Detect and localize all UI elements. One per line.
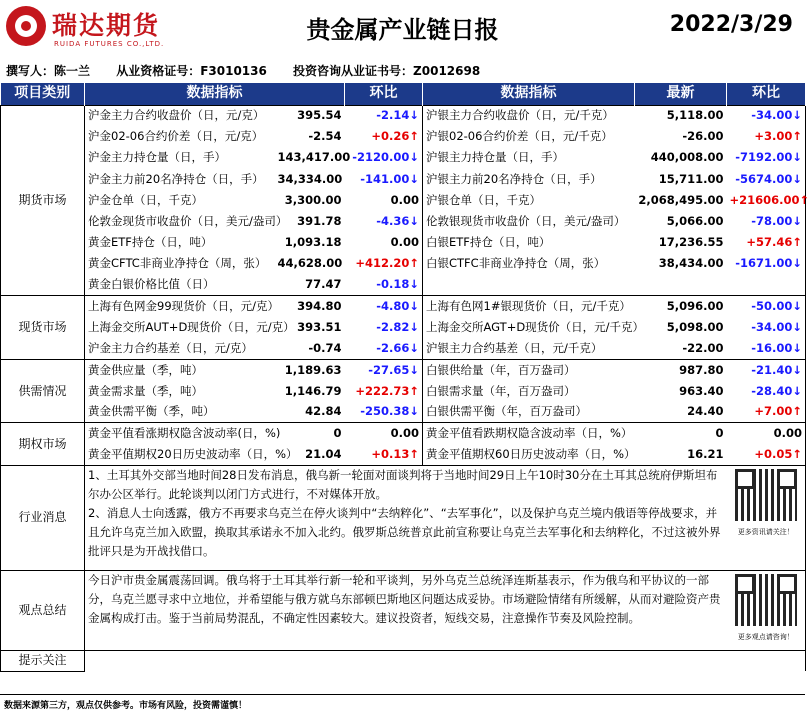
industry-news-text: 1、土耳其外交部当地时间28日发布消息，俄乌新一轮面对面谈判将于当地时间29日上午10时30分在土耳其总统府伊斯坦布尔办公区举行。此轮谈判以闭门方式进行，不对媒体开放。 2、消息人士向透露，俄方不再要求乌克兰在停火谈判中“去纳粹化”、“去军事化”，以及保护乌克兰境内俄语等停战要求，并且允许乌克兰加入欧盟，换取其承诺永不加入北约。俄罗斯总统普京此前宣称要让乌克兰去军事化和去纳粹化，不过这被外界批评只是为开战找借口。 xyxy=(85,465,727,570)
change-right: -5674.00↓ xyxy=(727,169,806,190)
change-right: +0.05↑ xyxy=(727,444,806,465)
indicator-left: 沪金主力合约收盘价（日，元/克） xyxy=(85,105,275,126)
value-left: -0.74 xyxy=(308,340,342,355)
value-right: 987.80 xyxy=(635,359,727,380)
table-row xyxy=(1,444,806,465)
col-change: 环比 xyxy=(345,83,423,105)
tips-label: 提示关注 xyxy=(1,650,85,671)
indicator-left: 沪金主力前20名净持仓（日，手） xyxy=(85,169,275,190)
value-left: 21.04 xyxy=(305,446,342,461)
change-left: -250.38↓ xyxy=(345,402,423,423)
tips-row xyxy=(1,650,806,671)
tips-qr-cell xyxy=(727,650,806,671)
value-left: 0 xyxy=(275,423,345,444)
indicator-right: 沪银主力持仓量（日，手） xyxy=(423,147,635,168)
table-row xyxy=(1,275,806,296)
tips-text xyxy=(85,650,727,671)
change-right: -78.00↓ xyxy=(727,211,806,232)
value-right: 5,118.00 xyxy=(635,105,727,126)
table-row xyxy=(1,380,806,401)
indicator-left: 沪金主力持仓量（日，手） xyxy=(85,147,275,168)
col-indicator: 数据指标 xyxy=(85,83,345,105)
qr-code-icon xyxy=(735,469,797,521)
change-left: -2120.00↓ xyxy=(345,147,423,168)
value-left: 391.78 xyxy=(297,214,342,229)
table-body xyxy=(1,105,809,671)
indicator-left: 黄金CFTC非商业净持仓（周，张） xyxy=(85,253,275,274)
author-line xyxy=(6,62,502,79)
change-left: -4.80↓ xyxy=(345,296,423,317)
opinion-summary-text: 今日沪市贵金属震荡回调。俄乌将于土耳其举行新一轮和平谈判，另外乌克兰总统泽连斯基表示，作为俄乌和平协议的一部分，乌克兰愿寻求中立地位，并希望能与俄方就乌东部顿巴斯地区问题达成妥协。市场避险情绪有所缓解，从而对避险资产贵金属构成打击。鉴于当前局势混乱，不确定性因素较大。建议投资者，短线交易，注意操作节奏及风险控制。 xyxy=(85,570,727,650)
category-cell: 期货市场 xyxy=(1,105,85,296)
value-left: 42.84 xyxy=(305,404,342,419)
category-cell: 期权市场 xyxy=(1,423,85,465)
report-header xyxy=(0,0,805,60)
value-right: 5,066.00 xyxy=(666,214,724,229)
change-right: -1671.00↓ xyxy=(727,253,806,274)
indicator-right: 白银供需平衡（年，百万盎司） xyxy=(423,402,635,423)
value-right: -26.00 xyxy=(682,129,724,144)
change-left: -141.00↓ xyxy=(345,169,423,190)
indicator-left: 沪金02-06合约价差（日，元/克） xyxy=(85,126,275,147)
indicator-left: 黄金供需平衡（季，吨） xyxy=(85,402,275,423)
opinion-summary-row xyxy=(1,570,806,650)
change-left: +222.73↑ xyxy=(345,380,423,401)
value-right: 0 xyxy=(635,423,727,444)
table-row xyxy=(1,105,806,126)
value-right xyxy=(635,275,727,296)
value-right: 963.40 xyxy=(679,383,724,398)
change-right: -21.40↓ xyxy=(727,359,806,380)
logo-cn-text: 瑞达期货 xyxy=(52,11,161,40)
logo-en-text: RUIDA FUTURES CO.,LTD. xyxy=(54,40,165,48)
category-cell: 现货市场 xyxy=(1,296,85,360)
table-row xyxy=(1,253,806,274)
change-left: 0.00 xyxy=(345,232,423,253)
table-row xyxy=(1,359,806,380)
indicator-left: 黄金平值看涨期权隐含波动率(日，%) xyxy=(85,423,275,444)
indicator-left: 黄金平值期权20日历史波动率（日，%） xyxy=(85,444,275,465)
change-left: +0.26↑ xyxy=(345,126,423,147)
value-right: 38,434.00 xyxy=(658,256,724,271)
value-left: 44,628.00 xyxy=(277,256,343,271)
indicator-left: 黄金供应量（季，吨） xyxy=(85,359,275,380)
footer-divider xyxy=(0,694,805,695)
change-left: 0.00 xyxy=(345,423,423,444)
indicator-left: 黄金需求量（季，吨） xyxy=(85,380,275,401)
value-left: 1,146.79 xyxy=(284,383,342,398)
indicator-left: 沪金仓单（日，千克） xyxy=(85,190,275,211)
table-row xyxy=(1,211,806,232)
value-left: -2.54 xyxy=(308,129,342,144)
change-left: +412.20↑ xyxy=(345,253,423,274)
indicator-right: 伦敦银现货市收盘价（日，美元/盎司） xyxy=(423,211,635,232)
qr-caption: 更多观点请咨询！ xyxy=(737,632,794,641)
value-right: 17,236.55 xyxy=(658,235,724,250)
change-left: +0.13↑ xyxy=(345,444,423,465)
change-right: -7192.00↓ xyxy=(727,147,806,168)
change-left: -0.18↓ xyxy=(345,275,423,296)
value-right: 5,096.00 xyxy=(635,296,727,317)
industry-news-qr-cell xyxy=(727,465,806,570)
indicator-left: 黄金ETF持仓（日，吨） xyxy=(85,232,275,253)
value-left: 1,093.18 xyxy=(284,235,342,250)
indicator-right: 沪银主力合约收盘价（日，元/千克） xyxy=(423,105,635,126)
data-table xyxy=(0,83,809,672)
value-right: 24.40 xyxy=(687,404,724,419)
value-right: 15,711.00 xyxy=(658,171,724,186)
indicator-right: 沪银02-06合约价差（日，元/千克） xyxy=(423,126,635,147)
report-date: 2022/3/29 xyxy=(669,12,793,37)
change-left: 0.00 xyxy=(345,190,423,211)
change-right xyxy=(727,275,806,296)
qr-code-icon xyxy=(735,574,797,626)
indicator-left: 上海金交所AUT+D现货价（日，元/克） xyxy=(85,317,275,338)
author-license: 从业资格证号：F3010136 xyxy=(116,64,267,78)
indicator-right: 上海有色网1#银现货价（日，元/千克） xyxy=(423,296,635,317)
indicator-right: 白银供给量（年，百万盎司） xyxy=(423,359,635,380)
table-row xyxy=(1,423,806,444)
value-left: 1,189.63 xyxy=(275,359,345,380)
change-right: -16.00↓ xyxy=(727,338,806,359)
table-row xyxy=(1,402,806,423)
change-right: +3.00↑ xyxy=(727,126,806,147)
change-right: +57.46↑ xyxy=(727,232,806,253)
change-right: -50.00↓ xyxy=(727,296,806,317)
change-left: -2.66↓ xyxy=(345,338,423,359)
change-right: +7.00↑ xyxy=(727,402,806,423)
table-row xyxy=(1,147,806,168)
change-right: -28.40↓ xyxy=(727,380,806,401)
col-change-right: 环比 xyxy=(727,83,806,105)
value-left: 3,300.00 xyxy=(284,192,342,207)
table-row xyxy=(1,126,806,147)
indicator-right: 白银ETF持仓（日，吨） xyxy=(423,232,635,253)
change-right: -34.00↓ xyxy=(727,105,806,126)
value-right: 16.21 xyxy=(687,446,724,461)
indicator-right: 黄金平值期权60日历史波动率（日，%） xyxy=(423,444,635,465)
value-left: 395.54 xyxy=(275,105,345,126)
value-right: 440,008.00 xyxy=(650,150,724,165)
value-left: 394.80 xyxy=(275,296,345,317)
table-row xyxy=(1,296,806,317)
indicator-right: 沪银主力合约基差（日，元/千克） xyxy=(423,338,635,359)
table-header-row xyxy=(1,83,806,105)
table-row xyxy=(1,338,806,359)
report-title: 贵金属产业链日报 xyxy=(306,16,499,44)
indicator-right: 白银CTFC非商业净持仓（周，张） xyxy=(423,253,635,274)
value-left: 34,334.00 xyxy=(277,171,343,186)
indicator-right: 沪银仓单（日，千克） xyxy=(423,190,635,211)
value-left: 393.51 xyxy=(297,319,342,334)
indicator-left: 黄金白银价格比值（日） xyxy=(85,275,275,296)
change-left: -27.65↓ xyxy=(345,359,423,380)
author-advisor-license: 投资咨询从业证书号：Z0012698 xyxy=(293,64,481,78)
value-right: -22.00 xyxy=(682,340,724,355)
change-left: -2.14↓ xyxy=(345,105,423,126)
value-left: 77.47 xyxy=(305,277,342,292)
indicator-right: 上海金交所AGT+D现货价（日，元/千克） xyxy=(423,317,635,338)
change-left: -4.36↓ xyxy=(345,211,423,232)
indicator-right: 沪银主力前20名净持仓（日，手） xyxy=(423,169,635,190)
table-row xyxy=(1,317,806,338)
indicator-right xyxy=(423,275,635,296)
indicator-right: 白银需求量（年，百万盎司） xyxy=(423,380,635,401)
col-latest: 最新 xyxy=(635,83,727,105)
value-right: 5,098.00 xyxy=(666,319,724,334)
indicator-right: 黄金平值看跌期权隐含波动率（日，%） xyxy=(423,423,635,444)
indicator-left: 上海有色网金99现货价（日，元/克） xyxy=(85,296,275,317)
col-indicator-right: 数据指标 xyxy=(423,83,635,105)
table-row xyxy=(1,169,806,190)
industry-news-row xyxy=(1,465,806,570)
category-cell: 供需情况 xyxy=(1,359,85,423)
col-category: 项目类别 xyxy=(1,83,85,105)
opinion-summary-qr-cell xyxy=(727,570,806,650)
change-right: -34.00↓ xyxy=(727,317,806,338)
value-right: 2,068,495.00 xyxy=(638,192,724,207)
qr-caption: 更多资讯请关注！ xyxy=(737,527,794,536)
change-right: +21606.00↑ xyxy=(727,190,806,211)
value-left: 143,417.00 xyxy=(277,150,351,165)
table-row xyxy=(1,232,806,253)
industry-news-label: 行业消息 xyxy=(1,465,85,570)
author-name: 撰写人：陈一兰 xyxy=(6,64,91,78)
disclaimer: 数据来源第三方，观点仅供参考。市场有风险，投资需谨慎！ xyxy=(4,701,248,711)
indicator-left: 沪金主力合约基差（日，元/克） xyxy=(85,338,275,359)
change-left: -2.82↓ xyxy=(345,317,423,338)
table-row xyxy=(1,190,806,211)
change-right: 0.00 xyxy=(727,423,806,444)
indicator-left: 伦敦金现货市收盘价（日，美元/盎司） xyxy=(85,211,275,232)
opinion-summary-label: 观点总结 xyxy=(1,570,85,650)
